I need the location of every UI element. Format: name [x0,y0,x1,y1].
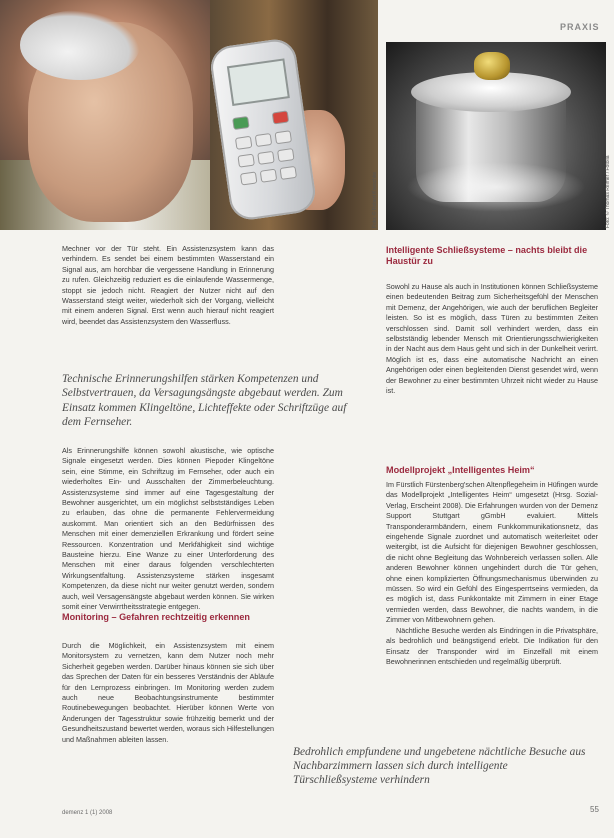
footer-issue: demenz 1 (1) 2008 [62,810,113,816]
phone-key [235,136,253,150]
phone-screen [227,58,290,106]
right-column-locking-body [386,282,598,396]
paragraph: Nächtliche Besuche werden als Eindringen in die Privatsphäre, als bedrohlich und beängstigend erlebt. Die Indikation für den Einsatz der Transponder wird im Einzelfall mit einem Bewohnerinnen entschieden und regelmäßig überprüft. [386,625,598,666]
photo-credit-left: Foto: © Robert Kneschke [372,171,378,228]
subheading-locking-systems: Intelligente Schließsysteme – nachts bleibt die Haustür zu [386,245,588,266]
phone-key [260,169,278,183]
paragraph: Im Fürstlich Fürstenberg'schen Altenpflegeheim in Hüfingen wurde das Modellprojekt „Intelligentes Heim“ umgesetzt (Hrsg. Sozial-Verlag, Erscheint 2008). Die Erfahrungen wurden von der Demenz Support Stuttgart gGmbH evaluiert. Mittels Transponderarmbändern, einem Funkkommunikationsnetz, das eingehende Signale zuordnet und automatisch weiterleitet oder weitergibt, ist die Aufsicht für diejenigen Bewohner geschlossen, die nicht ohne Begleitung das Wohnbereich verlassen sollen. Alle anderen Bewohner können ungehindert durch die Tür gehen, ohne einen komplizierten Öffnungsmechanismus überwinden zu müssen. So wird ein Gefühl des Eingesperrtseins vermieden, da es möglich ist, dass Funkkontakte mit Zimmern in einer Etage vermieden werden, dass Bewohner, die nachts wandern, in die Zimmer von Mitbewohnern gehen. [386,480,598,625]
phone-key [232,116,250,130]
phone-key [280,166,298,180]
phone-key [240,171,258,185]
lid-knob [474,52,510,80]
steam [406,162,586,212]
page-number: 55 [590,805,599,814]
boiling-pot-photo [386,42,606,230]
phone-key [272,110,290,124]
left-column-intro [62,244,274,327]
paragraph: Mechner vor der Tür steht. Ein Assistenzsystem kann das verhindern. Es sendet bei einem bestimmten Wasserstand ein Signal aus, am horchbar die vergessene Handlung in Erinnerung zu rufen. Gleichzeitig reduziert es die einlaufende Wassermenge, stoppt sie jedoch nicht. Reagiert der Nutzer nicht auf den Wasserstand steigt weiter, wiederholt sich der Vorgang, vielleicht mit einem anderen Signal. Erst wenn auch hierauf nicht reagiert wird, beendet das Assistenzsystem den Wasserfluss. [62,244,274,326]
pull-quote-right: Bedrohlich empfundene und ungebetene nächtliche Besuche aus Nachbarzimmern lassen sich durch intelligente Türschließsysteme verhindern [293,746,586,787]
paragraph: Als Erinnerungshilfe können sowohl akustische, wie optische Signale eingesetzt werden. Dies können Piepoder Klingeltöne sein, eine Stimme, ein Schriftzug im Fernseher, oder auch ein wiederholtes Ein- und Ausschalten der Zimmerbeleuchtung. Assistenzsysteme sind immer auf eine Tagesgestaltung der Bewohner ausgerichtet, um ein möglichst selbstständiges Leben zu erlauben, das ohne die permanente Fehlervermeidung auskommt. Man orientiert sich an den Bedürfnissen des Menschen mit einer demenziellen Erkrankung und fördert seine Ressourcen. Konzentration und Merkfähigkeit sind wichtige Bausteine hierzu. Eine Wanze zu einer Unterforderung des Menschen mit einer daraus folgenden verschlechterten Wirkungsentfaltung. Assistenzsysteme stärken insgesamt Kompetenzen, da diese nicht nur weiter genutzt werden, sondern auch, weil Versagensängste abgebaut werden können. Sie wirken somit einer Verwirrtheitsstrategie entgegen. [62,446,274,612]
section-label: PRAXIS [560,22,600,32]
phone-key [237,154,255,168]
photo-credit-right: Foto: © Thomas Reimer / Fotolia [605,155,611,228]
phone-key [255,133,273,147]
phone-key [277,148,295,162]
phone-key [257,151,275,165]
left-column-body [62,446,274,613]
paragraph: Durch die Möglichkeit, ein Assistenzsystem mit einem Monitorsystem zu vernetzen, kann dem Nutzer noch mehr Sicherheit gegeben werden. Darüber hinaus können sie sich über das Sprechen der Daten für ein besseres Verständnis der Abläufe für den Lernprozess einbringen. Im Monitoring werden zudem auch neue Beobachtungsinstrumente bestimmter Routinebewegungen beobachtet. Hierüber können Werte von Änderungen der Tagesstruktur sowie frühzeitig bemerkt und der Gesundheitszustand bewertet werden, woraus sich Hilfestellungen und Maßnahmen ableiten lassen. [62,641,274,744]
pull-quote-left: Technische Erinnerungshilfen stärken Kompetenzen und Selbstvertrauen, da Versagungsängste abgebaut werden. Zum Einsatz kommen Klingeltöne, Lichteffekte oder Schriftzüge auf dem Fernseher. [62,373,347,429]
right-column-project-body [386,480,598,667]
elderly-man-with-phone-photo [0,0,378,230]
phone-key [275,130,293,144]
subheading-monitoring: Monitoring – Gefahren rechtzeitig erkennen [62,612,250,622]
paragraph: Sowohl zu Hause als auch in Institutionen können Schließsysteme einen bedeutenden Beitrag zum Sicherheitsgefühl der Menschen mit Demenz, der Angehörigen, wie auch der beruflichen Begleiter leisten. So ist es möglich, dass Türen zu bestimmten Zeiten verschlossen sind. Damit soll verhindert werden, dass ein selbstständig lebender Mensch mit Orientierungsschwierigkeiten in der Nacht aus dem Haus geht und sich in der Dunkelheit verirrt. Möglich ist es, dass eine automatische Nachricht an einen Angehörigen oder einen begleitenden Dienst gesendet wird, wenn der Bewohner zu einer bestimmten Uhrzeit nicht wieder zu Hause ist. [386,282,598,396]
hair [20,10,140,80]
left-column-monitoring-body [62,641,274,745]
subheading-model-project: Modellprojekt „Intelligentes Heim“ [386,465,535,475]
